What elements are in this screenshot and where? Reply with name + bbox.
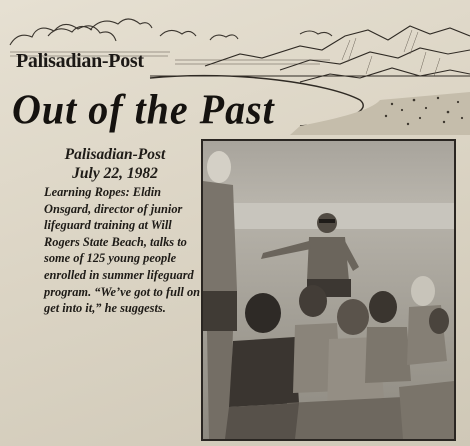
section-title: Out of the Past (12, 85, 275, 134)
dateline-date: July 22, 1982 (72, 165, 158, 182)
mountain-shading (342, 30, 440, 76)
archival-photo (201, 139, 456, 441)
dateline-paper: Palisadian-Post (64, 146, 166, 163)
newspaper-name: Palisadian-Post (16, 50, 144, 72)
photo-caption: Learning Ropes: Eldin Onsgard, director of junior lifeguard training at Will Rogers State Beach, talks to some of 125 young people enrolled in summer lifeguard program. “We’ve got to full on get into it,” he suggests. (44, 185, 201, 316)
dateline (40, 145, 190, 183)
clouds (10, 19, 332, 45)
hillside (290, 92, 470, 135)
mountains (205, 26, 470, 82)
beach-scene (203, 141, 454, 439)
